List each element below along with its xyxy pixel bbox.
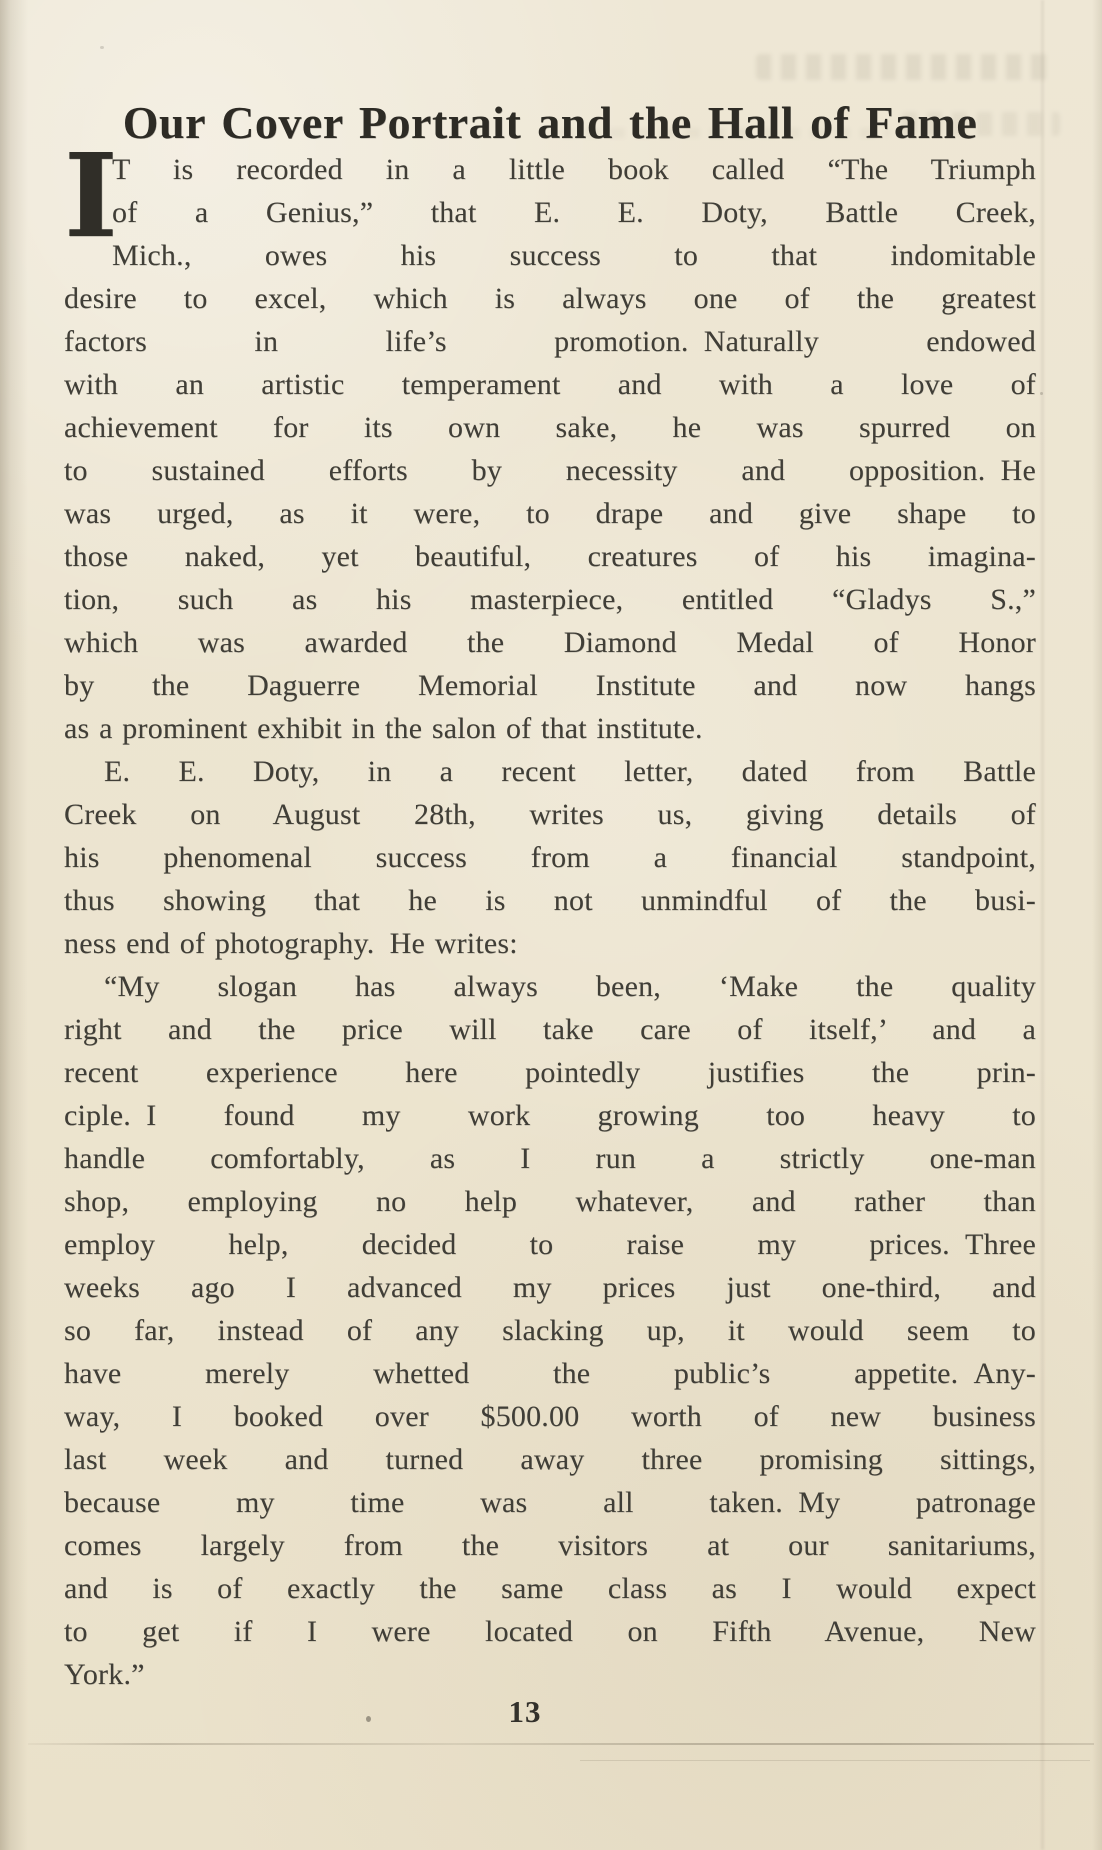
text-line: right and the price will take care of itself,’ and a [64,1013,1036,1046]
text-line: have merely whetted the public’s appetite. Any- [64,1357,1036,1390]
text-line: recent experience here pointedly justifies the prin- [64,1056,1036,1089]
text-line: comes largely from the visitors at our sanitariums, [64,1529,1036,1562]
text-line: weeks ago I advanced my prices just one-third, and [64,1271,1036,1304]
text-line: was urged, as it were, to drape and give shape to [64,497,1036,530]
text-line: E. E. Doty, in a recent letter, dated from Battle [104,755,1036,788]
text-line: and is of exactly the same class as I would expect [64,1572,1036,1605]
text-line: York.” [64,1658,145,1691]
text-line: Mich., owes his success to that indomitable [112,239,1036,272]
text-line: ciple. I found my work growing too heavy to [64,1099,1036,1132]
text-line: employ help, decided to raise my prices. Three [64,1228,1036,1261]
text-line: last week and turned away three promising sittings, [64,1443,1036,1476]
text-line: to sustained efforts by necessity and opposition. He [64,454,1036,487]
text-line: “My slogan has always been, ‘Make the quality [104,970,1036,1003]
text-line: T is recorded in a little book called “The Triumph [112,153,1036,186]
article-title: Our Cover Portrait and the Hall of Fame [122,97,978,148]
text-line: by the Daguerre Memorial Institute and now hangs [64,669,1036,702]
text-line: those naked, yet beautiful, creatures of his imagina- [64,540,1036,573]
text-line: factors in life’s promotion. Naturally endowed [64,325,1036,358]
text-line: which was awarded the Diamond Medal of Honor [64,626,1036,659]
article-body [64,129,1036,1696]
text-line: so far, instead of any slacking up, it would seem to [64,1314,1036,1347]
ink-speck [1040,392,1043,395]
ink-speck [366,1716,371,1722]
bleed-through-smudge [756,54,1048,80]
text-line: desire to excel, which is always one of the greatest [64,282,1036,315]
pencil-line [28,1743,1094,1745]
text-line: Creek on August 28th, writes us, giving details of [64,798,1036,831]
page-right-edge-shadow [1092,0,1102,1850]
text-line: achievement for its own sake, he was spurred on [64,411,1036,444]
paragraph [64,129,1036,750]
pencil-line [580,1760,1090,1761]
text-line: ness end of photography. He writes: [64,927,518,960]
paragraph [64,965,1036,1696]
text-line: shop, employing no help whatever, and rather than [64,1185,1036,1218]
text-line: of a Genius,” that E. E. Doty, Battle Creek, [112,196,1036,229]
ink-speck [100,46,104,49]
text-line: because my time was all taken. My patronage [64,1486,1036,1519]
page-gutter-shadow [0,0,28,1850]
text-line: to get if I were located on Fifth Avenue, New [64,1615,1036,1648]
drop-cap: I [64,129,118,264]
text-line: handle comfortably, as I run a strictly one-man [64,1142,1036,1175]
text-line: tion, such as his masterpiece, entitled “Gladys S.,” [64,583,1036,616]
text-line: as a prominent exhibit in the salon of that institute. [64,712,703,745]
text-line: his phenomenal success from a financial standpoint, [64,841,1036,874]
page-number: 13 [508,1694,542,1729]
text-line: way, I booked over $500.00 worth of new business [64,1400,1036,1433]
text-line: with an artistic temperament and with a love of [64,368,1036,401]
text-line: thus showing that he is not unmindful of the busi- [64,884,1036,917]
paragraph [64,750,1036,965]
page-crease [1041,0,1044,1850]
